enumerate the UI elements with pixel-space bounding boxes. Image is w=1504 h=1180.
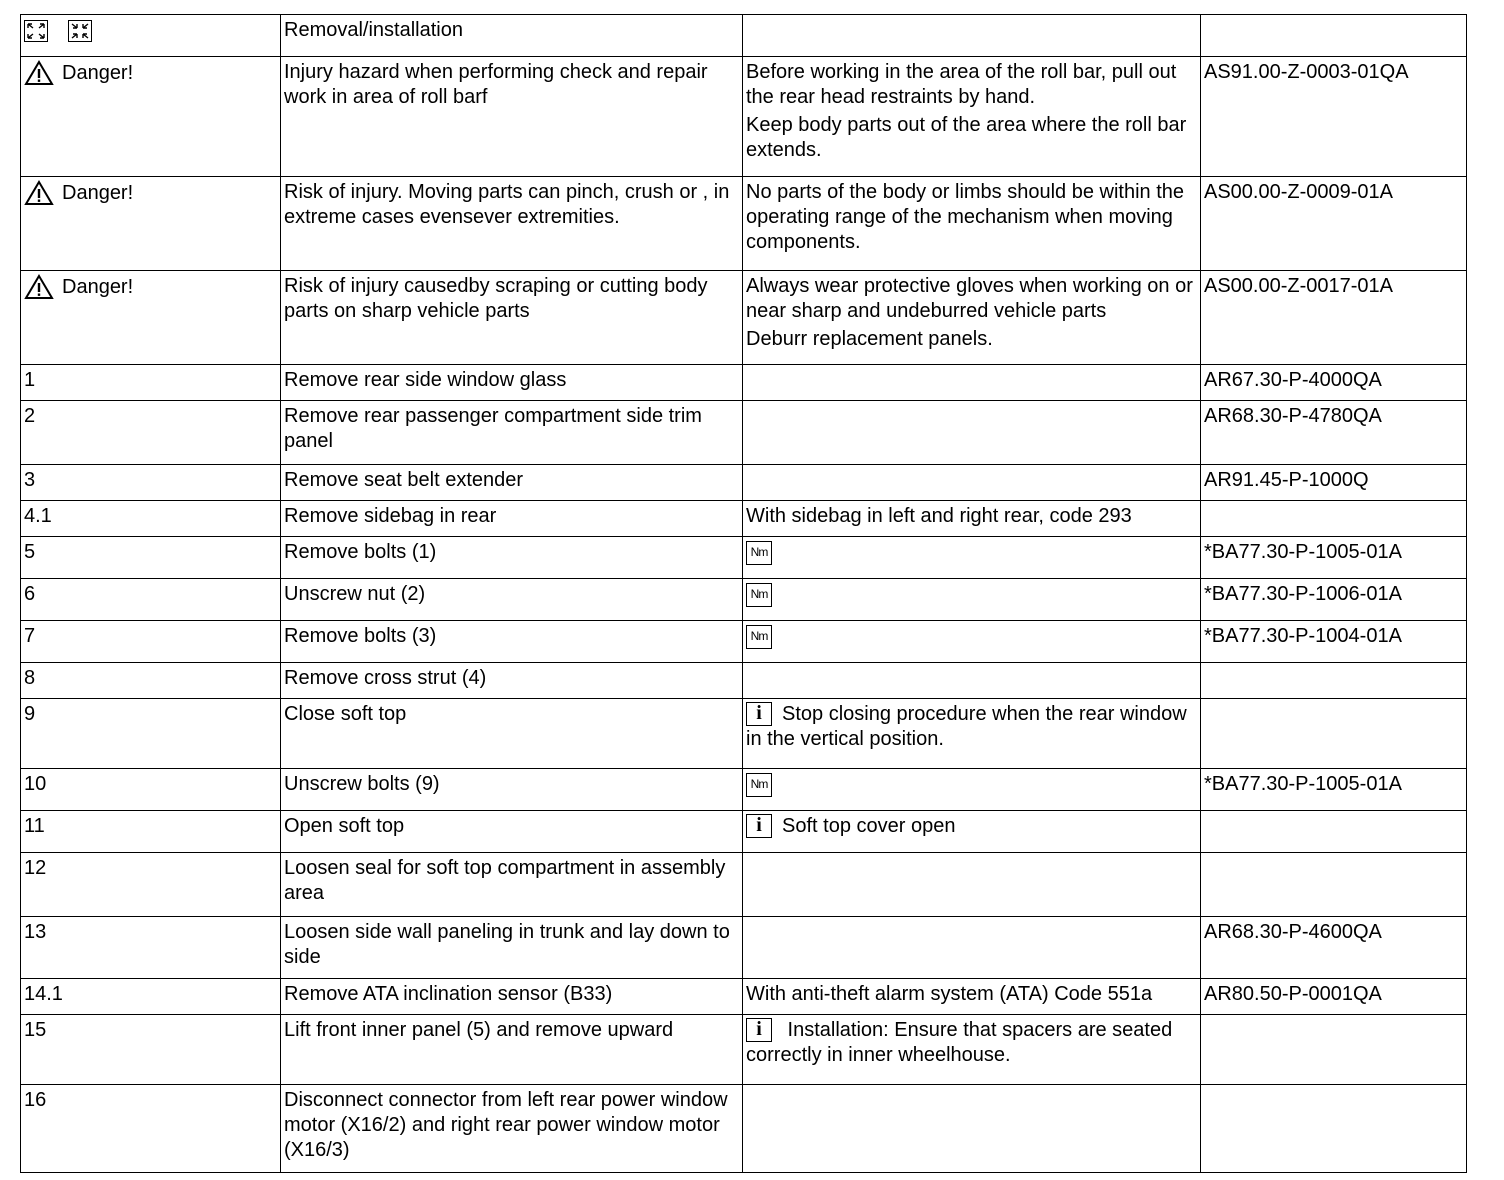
warning-triangle-icon [24,60,54,86]
step-row [21,769,1467,811]
step-action: Remove rear passenger compartment side trim panel [281,401,743,465]
step-ref[interactable]: *BA77.30-P-1005-01A [1201,537,1467,579]
step-number: 3 [21,465,281,501]
warning-ref: AS00.00-Z-0017-01A [1201,271,1467,365]
step-ref[interactable]: *BA77.30-P-1006-01A [1201,579,1467,621]
step-number: 5 [21,537,281,579]
step-note [743,1015,1201,1085]
procedure-table [20,14,1467,1173]
step-note [743,465,1201,501]
step-row [21,579,1467,621]
step-action: Remove rear side window glass [281,365,743,401]
step-action: Loosen side wall paneling in trunk and lay down to side [281,917,743,979]
warning-ref: AS91.00-Z-0003-01QA [1201,57,1467,177]
step-number: 6 [21,579,281,621]
warning-hazard: Risk of injury. Moving parts can pinch, crush or , in extreme cases evensever extremities. [281,177,743,271]
warning-triangle-icon [24,274,54,300]
step-number: 2 [21,401,281,465]
step-note [743,1085,1201,1173]
removal-installation-symbols [21,15,281,57]
step-ref[interactable]: *BA77.30-P-1004-01A [1201,621,1467,663]
step-action: Lift front inner panel (5) and remove upward [281,1015,743,1085]
warning-measure: Deburr replacement panels. [746,328,993,350]
step-ref [1201,1085,1467,1173]
torque-nm-icon[interactable]: Nm [746,625,772,649]
step-note-text: Soft top cover open [782,815,956,837]
header-empty-ref [1201,15,1467,57]
step-row [21,699,1467,769]
warning-ref: AS00.00-Z-0009-01A [1201,177,1467,271]
step-row [21,537,1467,579]
step-note [743,365,1201,401]
step-ref[interactable]: AR80.50-P-0001QA [1201,979,1467,1015]
warning-measure: Before working in the area of the roll bar, pull out the rear head restraints by hand. [746,61,1177,108]
step-number: 7 [21,621,281,663]
warning-measures [743,57,1201,177]
step-ref[interactable]: *BA77.30-P-1005-01A [1201,769,1467,811]
step-action: Open soft top [281,811,743,853]
step-number: 10 [21,769,281,811]
steps-body [21,365,1467,1173]
step-number: 8 [21,663,281,699]
step-row [21,853,1467,917]
step-action: Remove cross strut (4) [281,663,743,699]
warning-row [21,177,1467,271]
step-note [743,769,1201,811]
step-note [743,979,1201,1015]
info-icon[interactable]: i [746,814,772,838]
step-action: Loosen seal for soft top compartment in assembly area [281,853,743,917]
step-ref [1201,663,1467,699]
warning-label-cell [21,177,281,271]
step-action: Remove bolts (1) [281,537,743,579]
step-note [743,579,1201,621]
step-number: 12 [21,853,281,917]
step-row [21,979,1467,1015]
step-ref [1201,811,1467,853]
installation-icon [68,20,92,42]
warning-hazard: Risk of injury causedby scraping or cutting body parts on sharp vehicle parts [281,271,743,365]
torque-nm-icon[interactable]: Nm [746,583,772,607]
step-note [743,501,1201,537]
step-action: Remove ATA inclination sensor (B33) [281,979,743,1015]
warning-label-cell [21,271,281,365]
step-ref[interactable]: AR91.45-P-1000Q [1201,465,1467,501]
info-icon[interactable]: i [746,1018,772,1042]
step-row [21,621,1467,663]
step-row [21,465,1467,501]
step-note [743,811,1201,853]
step-number: 1 [21,365,281,401]
header-title: Removal/installation [281,15,743,57]
step-note-text: Stop closing procedure when the rear window in the vertical position. [746,703,1187,750]
info-icon[interactable]: i [746,702,772,726]
step-action: Remove bolts (3) [281,621,743,663]
removal-icon [24,20,48,42]
step-number: 4.1 [21,501,281,537]
danger-label: Danger! [62,275,134,298]
step-number: 15 [21,1015,281,1085]
warning-measure: Keep body parts out of the area where the roll bar extends. [746,114,1187,161]
step-row [21,811,1467,853]
step-action: Close soft top [281,699,743,769]
step-note-text: With sidebag in left and right rear, code 293 [746,505,1132,527]
warning-label-cell [21,57,281,177]
step-row [21,1085,1467,1173]
step-action: Remove seat belt extender [281,465,743,501]
torque-nm-icon[interactable]: Nm [746,541,772,565]
step-row [21,365,1467,401]
step-note [743,663,1201,699]
step-note-text: With anti-theft alarm system (ATA) Code 551a [746,983,1153,1005]
step-number: 13 [21,917,281,979]
warning-measure: No parts of the body or limbs should be within the operating range of the mechanism when moving components. [746,181,1185,253]
warning-triangle-icon [24,180,54,206]
step-ref [1201,1015,1467,1085]
warning-measures [743,177,1201,271]
header-row [21,15,1467,57]
warning-row [21,271,1467,365]
warning-row [21,57,1467,177]
step-ref [1201,853,1467,917]
step-note-text: Installation: Ensure that spacers are seated correctly in inner wheelhouse. [746,1019,1173,1066]
step-row [21,401,1467,465]
step-note [743,537,1201,579]
torque-nm-icon[interactable]: Nm [746,773,772,797]
step-row [21,917,1467,979]
step-note [743,621,1201,663]
step-row [21,501,1467,537]
step-number: 9 [21,699,281,769]
step-note [743,853,1201,917]
step-ref [1201,501,1467,537]
step-ref[interactable]: AR67.30-P-4000QA [1201,365,1467,401]
warning-measure: Always wear protective gloves when working on or near sharp and undeburred vehicle parts [746,275,1193,322]
danger-label: Danger! [62,61,134,84]
step-action: Disconnect connector from left rear power window motor (X16/2) and right rear power window motor (X16/3) [281,1085,743,1173]
step-note [743,917,1201,979]
step-note [743,401,1201,465]
step-ref[interactable]: AR68.30-P-4600QA [1201,917,1467,979]
warning-hazard: Injury hazard when performing check and repair work in area of roll barf [281,57,743,177]
step-number: 14.1 [21,979,281,1015]
step-ref[interactable]: AR68.30-P-4780QA [1201,401,1467,465]
step-row [21,1015,1467,1085]
step-action: Unscrew nut (2) [281,579,743,621]
step-number: 16 [21,1085,281,1173]
step-action: Unscrew bolts (9) [281,769,743,811]
step-action: Remove sidebag in rear [281,501,743,537]
step-note [743,699,1201,769]
step-ref [1201,699,1467,769]
step-number: 11 [21,811,281,853]
warning-measures [743,271,1201,365]
header-empty-note [743,15,1201,57]
step-row [21,663,1467,699]
danger-label: Danger! [62,181,134,204]
